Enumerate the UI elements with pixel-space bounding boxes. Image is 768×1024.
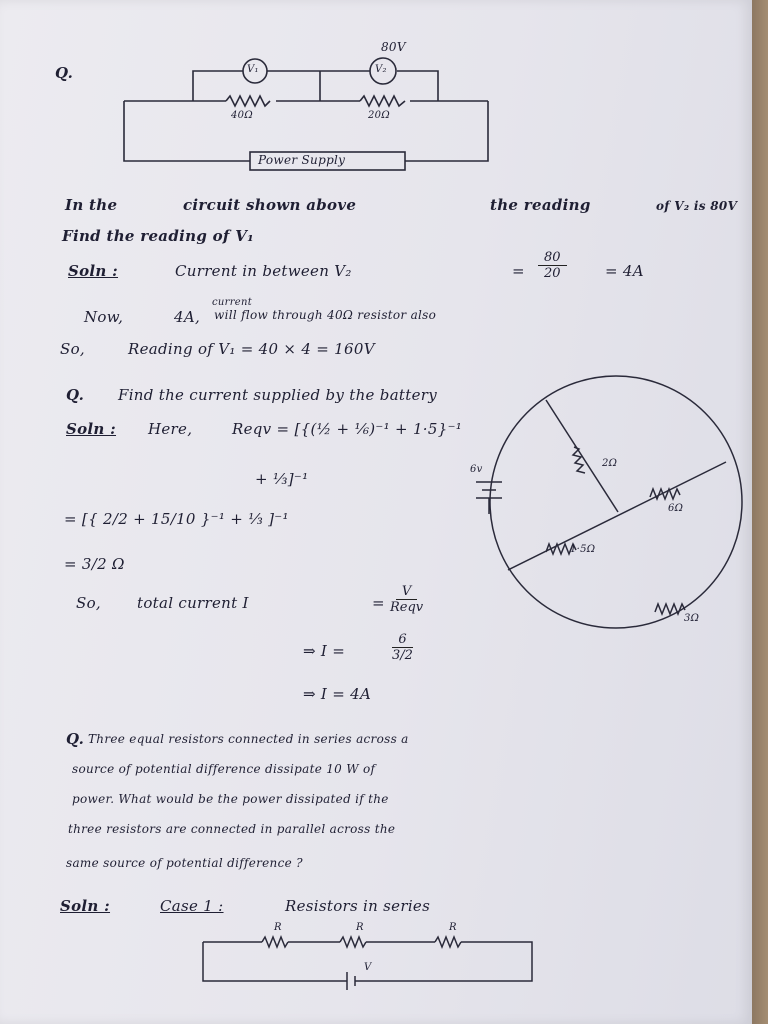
q1-text-line2: Find the reading of V₁ (62, 227, 255, 245)
q2-solution-label: Soln : (66, 420, 117, 438)
q2-resistor-6-label: 6Ω (668, 503, 684, 514)
q1-label: Q. (55, 64, 74, 82)
q1-fraction-num: 80 (538, 250, 567, 266)
q2-arrow1: ⇒ I = (303, 642, 346, 660)
q1-reading-result: Reading of V₁ = 40 × 4 = 160V (128, 340, 375, 358)
resistor-20-label: 20Ω (368, 110, 390, 121)
q2-result: ⇒ I = 4A (303, 685, 372, 703)
q3-label: Q. (66, 730, 85, 748)
q2-frac-v: V (396, 584, 417, 600)
notebook-spine-edge (752, 0, 768, 1024)
q1-now-label: Now, (84, 308, 124, 326)
q3-case1-label: Case 1 : (160, 897, 224, 915)
q3-line3: power. What would be the power dissipated if the (72, 792, 389, 806)
q3-voltage-label: V (364, 962, 372, 973)
q3-line1: Three equal resistors connected in series across a (88, 732, 409, 746)
q1-now-rest: will flow through 40Ω resistor also (214, 308, 437, 322)
q2-req-expression: Reqv = [{(½ + ⅙)⁻¹ + 1·5}⁻¹ (232, 420, 463, 438)
q2-resistor-2-label: 2Ω (602, 458, 618, 469)
q1-text-line1-d: of V₂ is 80V (656, 199, 738, 213)
q1-equals: = (512, 262, 525, 280)
q2-equals-sign: = (372, 594, 385, 612)
q2-frac-req: Reqv (390, 600, 424, 615)
q1-solution-label: Soln : (68, 262, 119, 280)
q2-step2: = [{ 2/2 + 15/10 }⁻¹ + ⅓ ]⁻¹ (64, 510, 289, 528)
q3-solution-label: Soln : (60, 897, 111, 915)
q2-req-result: = 3/2 Ω (64, 555, 125, 573)
q2-so-label: So, (76, 594, 101, 612)
q1-fraction-den: 20 (544, 266, 561, 281)
q1-current-text: Current in between V₂ (175, 262, 352, 280)
q3-line5: same source of potential difference ? (66, 856, 303, 870)
v2-meter-symbol: V₂ (375, 64, 387, 75)
q2-question: Find the current supplied by the battery (118, 386, 438, 404)
power-supply-label: Power Supply (258, 153, 346, 167)
q1-so-label: So, (60, 340, 85, 358)
q2-frac-threehalf: 3/2 (392, 648, 413, 663)
q2-req-continuation: + ⅓]⁻¹ (255, 470, 309, 488)
q3-resistor-2-label: R (356, 922, 364, 933)
q1-text-line1-c: the reading (490, 196, 591, 214)
resistor-40-label: 40Ω (231, 110, 253, 121)
v1-meter-symbol: V₁ (247, 64, 259, 75)
v2-reading-label: 80V (381, 40, 406, 54)
q3-line4: three resistors are connected in parallel across the (68, 822, 396, 836)
q2-total-current: total current I (137, 594, 249, 612)
q3-line2: source of potential difference dissipate 10 W of (72, 762, 376, 776)
q1-now-4a: 4A, (174, 308, 201, 326)
q3-series-label: Resistors in series (285, 897, 431, 915)
q2-resistor-3-label: 3Ω (684, 613, 700, 624)
q2-here: Here, (148, 420, 193, 438)
q1-text-line1-a: In the (65, 196, 118, 214)
q2-resistor-15-label: 1·5Ω (570, 544, 596, 555)
q1-text-line1-b: circuit shown above (183, 196, 357, 214)
q3-resistor-3-label: R (449, 922, 457, 933)
q1-current-word: current (212, 297, 253, 308)
q1-current-result: = 4A (605, 262, 644, 280)
q2-label: Q. (66, 386, 85, 404)
q2-frac-six: 6 (392, 632, 412, 648)
q2-battery-label: 6v (470, 464, 483, 475)
q3-resistor-1-label: R (274, 922, 282, 933)
